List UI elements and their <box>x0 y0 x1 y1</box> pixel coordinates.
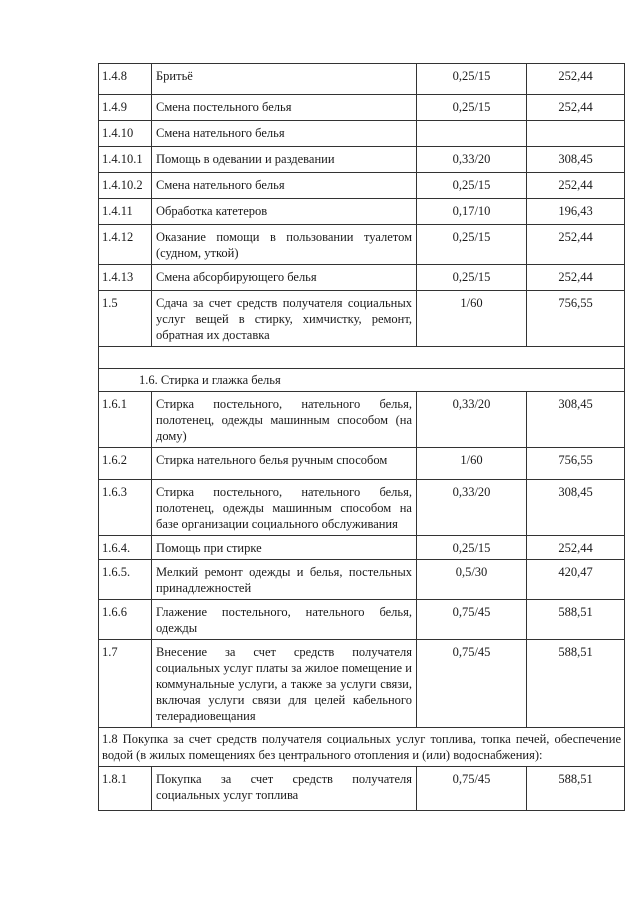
row-number-cell: 1.4.10.2 <box>99 173 152 199</box>
price-cell: 252,44 <box>527 64 625 95</box>
table-row <box>99 64 625 95</box>
time-norm-cell: 0,25/15 <box>417 95 527 121</box>
time-norm-cell <box>417 121 527 147</box>
table-row <box>99 147 625 173</box>
service-name-cell: Глажение постельного, нательного белья, одежды <box>152 600 417 640</box>
row-number-cell: 1.4.9 <box>99 95 152 121</box>
table-row <box>99 225 625 265</box>
time-norm-cell: 0,75/45 <box>417 640 527 728</box>
time-norm-cell: 0,5/30 <box>417 560 527 600</box>
service-name-cell: Помощь в одевании и раздевании <box>152 147 417 173</box>
table-row <box>99 640 625 728</box>
row-number-cell: 1.5 <box>99 291 152 347</box>
service-name-cell: Мелкий ремонт одежды и белья, постельных принадлежностей <box>152 560 417 600</box>
price-cell: 420,47 <box>527 560 625 600</box>
time-norm-cell: 0,25/15 <box>417 225 527 265</box>
price-cell: 308,45 <box>527 480 625 536</box>
time-norm-cell: 0,25/15 <box>417 173 527 199</box>
service-name-cell: Оказание помощи в пользовании туалетом (судном, уткой) <box>152 225 417 265</box>
service-name-cell: Смена абсорбирующего белья <box>152 265 417 291</box>
time-norm-cell: 0,25/15 <box>417 64 527 95</box>
time-norm-cell: 0,75/45 <box>417 600 527 640</box>
row-number-cell: 1.4.13 <box>99 265 152 291</box>
section-heading-1-8: 1.8 Покупка за счет средств получателя социальных услуг топлива, топка печей, обеспечение водой (в жилых помещениях без центрального отопления и (или) водоснабжения): <box>99 728 625 767</box>
service-name-cell: Внесение за счет средств получателя социальных услуг платы за жилое помещение и коммунальные услуги, а также за услуги связи, включая услуги связи для целей кабельного телерадиовещания <box>152 640 417 728</box>
service-name-cell: Смена постельного белья <box>152 95 417 121</box>
row-number-cell: 1.6.1 <box>99 392 152 448</box>
time-norm-cell: 0,33/20 <box>417 480 527 536</box>
service-name-cell: Смена нательного белья <box>152 121 417 147</box>
spacer-row <box>99 347 625 369</box>
time-norm-cell: 1/60 <box>417 291 527 347</box>
table-row <box>99 121 625 147</box>
service-name-cell: Стирка постельного, нательного белья, полотенец, одежды машинным способом (на дому) <box>152 392 417 448</box>
time-norm-cell: 1/60 <box>417 448 527 480</box>
row-number-cell: 1.7 <box>99 640 152 728</box>
row-number-cell: 1.4.10.1 <box>99 147 152 173</box>
table-row <box>99 173 625 199</box>
table-group-a <box>99 64 625 347</box>
table-row <box>99 95 625 121</box>
price-cell: 308,45 <box>527 147 625 173</box>
price-cell: 756,55 <box>527 291 625 347</box>
service-name-cell: Стирка нательного белья ручным способом <box>152 448 417 480</box>
time-norm-cell: 0,75/45 <box>417 767 527 811</box>
price-cell: 308,45 <box>527 392 625 448</box>
price-cell: 588,51 <box>527 640 625 728</box>
row-number-cell: 1.4.8 <box>99 64 152 95</box>
table-row <box>99 536 625 560</box>
service-name-cell: Бритьё <box>152 64 417 95</box>
services-price-table <box>98 63 625 811</box>
table-row <box>99 560 625 600</box>
table-group-b <box>99 392 625 728</box>
time-norm-cell: 0,17/10 <box>417 199 527 225</box>
table-row <box>99 600 625 640</box>
price-cell: 252,44 <box>527 225 625 265</box>
table-row <box>99 392 625 448</box>
row-number-cell: 1.6.2 <box>99 448 152 480</box>
service-name-cell: Сдача за счет средств получателя социальных услуг вещей в стирку, химчистку, ремонт, обратная их доставка <box>152 291 417 347</box>
table-row <box>99 480 625 536</box>
price-cell: 196,43 <box>527 199 625 225</box>
service-name-cell: Смена нательного белья <box>152 173 417 199</box>
table-row <box>99 199 625 225</box>
time-norm-cell: 0,33/20 <box>417 147 527 173</box>
service-name-cell: Помощь при стирке <box>152 536 417 560</box>
service-name-cell: Стирка постельного, нательного белья, полотенец, одежды машинным способом на базе организации социального обслуживания <box>152 480 417 536</box>
section-heading-1-6: 1.6. Стирка и глажка белья <box>99 369 625 392</box>
price-cell <box>527 121 625 147</box>
row-number-cell: 1.6.6 <box>99 600 152 640</box>
price-cell: 252,44 <box>527 536 625 560</box>
price-cell: 252,44 <box>527 265 625 291</box>
time-norm-cell: 0,25/15 <box>417 536 527 560</box>
section-header-group <box>99 728 625 767</box>
row-number-cell: 1.6.3 <box>99 480 152 536</box>
price-cell: 588,51 <box>527 600 625 640</box>
price-cell: 588,51 <box>527 767 625 811</box>
table-row <box>99 265 625 291</box>
service-name-cell: Обработка катетеров <box>152 199 417 225</box>
row-number-cell: 1.6.4. <box>99 536 152 560</box>
price-cell: 252,44 <box>527 95 625 121</box>
price-cell: 252,44 <box>527 173 625 199</box>
row-number-cell: 1.4.10 <box>99 121 152 147</box>
price-cell: 756,55 <box>527 448 625 480</box>
section-row <box>99 728 625 767</box>
row-number-cell: 1.8.1 <box>99 767 152 811</box>
section-row <box>99 369 625 392</box>
service-name-cell: Покупка за счет средств получателя социальных услуг топлива <box>152 767 417 811</box>
row-number-cell: 1.4.11 <box>99 199 152 225</box>
table-group-c <box>99 767 625 811</box>
spacer-cell <box>99 347 625 369</box>
section-header-group <box>99 347 625 392</box>
time-norm-cell: 0,25/15 <box>417 265 527 291</box>
time-norm-cell: 0,33/20 <box>417 392 527 448</box>
table-row <box>99 448 625 480</box>
row-number-cell: 1.4.12 <box>99 225 152 265</box>
table-row <box>99 291 625 347</box>
table-row <box>99 767 625 811</box>
row-number-cell: 1.6.5. <box>99 560 152 600</box>
